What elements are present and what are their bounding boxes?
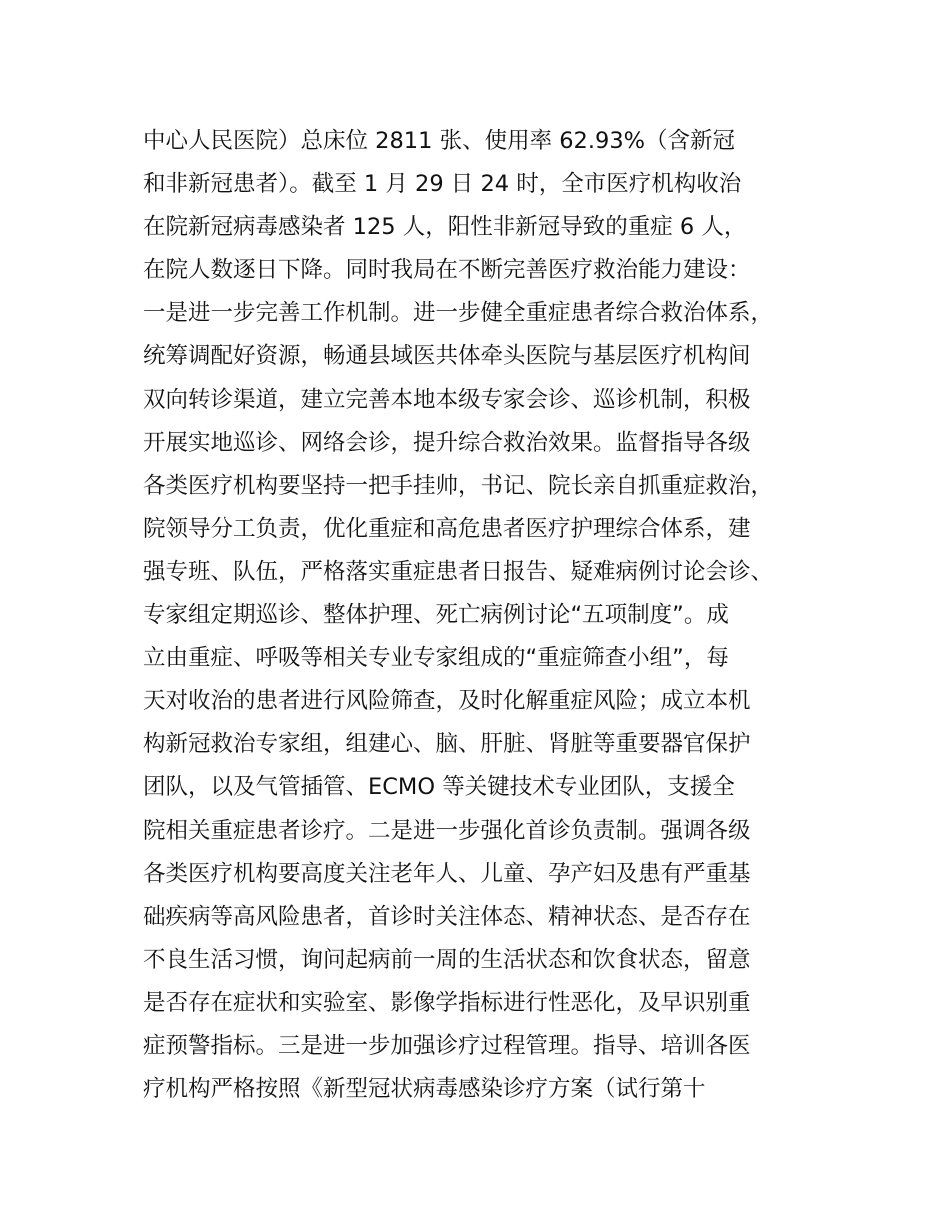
text-line: 团队，以及气管插管、ECMO 等关键技术专业团队，支援全 <box>143 774 735 801</box>
text-line: 院相关重症患者诊疗。二是进一步强化首诊负责制。强调各级 <box>143 817 751 844</box>
text-line: 开展实地巡诊、网络会诊，提升综合救治效果。监督指导各级 <box>143 429 751 456</box>
text-line: 是否存在症状和实验室、影像学指标进行性恶化，及早识别重 <box>143 989 751 1016</box>
text-line: 各类医疗机构要坚持一把手挂帅，书记、院长亲自抓重症救治， <box>143 472 774 499</box>
text-line: 院领导分工负责，优化重症和高危患者医疗护理综合体系，建 <box>143 515 751 542</box>
text-line: 天对收治的患者进行风险筛查，及时化解重症风险；成立本机 <box>143 688 751 715</box>
text-line: 础疾病等高风险患者，首诊时关注体态、精神状态、是否存在 <box>143 903 751 930</box>
text-line: 不良生活习惯，询问起病前一周的生活状态和饮食状态，留意 <box>143 946 751 973</box>
text-line: 在院新冠病毒感染者 125 人，阳性非新冠导致的重症 6 人， <box>143 214 747 241</box>
text-line: 双向转诊渠道，建立完善本地本级专家会诊、巡诊机制，积极 <box>143 386 751 413</box>
text-line: 统筹调配好资源，畅通县域医共体牵头医院与基层医疗机构间 <box>143 343 751 370</box>
body-text <box>143 120 863 1111</box>
text-line: 专家组定期巡诊、整体护理、死亡病例讨论“五项制度”。成 <box>143 602 729 629</box>
text-line: 强专班、队伍，严格落实重症患者日报告、疑难病例讨论会诊、 <box>143 558 774 585</box>
text-line: 症预警指标。三是进一步加强诊疗过程管理。指导、培训各医 <box>143 1032 751 1059</box>
text-line: 在院人数逐日下降。同时我局在不断完善医疗救治能力建设： <box>143 257 751 284</box>
text-line: 疗机构严格按照《新型冠状病毒感染诊疗方案（试行第十 <box>143 1076 706 1103</box>
text-line: 和非新冠患者）。截至 1 月 29 日 24 时，全市医疗机构收治 <box>143 171 742 198</box>
text-line: 立由重症、呼吸等相关专业专家组成的“重症筛查小组”，每 <box>143 645 729 672</box>
text-line: 构新冠救治专家组，组建心、脑、肝脏、肾脏等重要器官保护 <box>143 731 751 758</box>
text-line: 各类医疗机构要高度关注老年人、儿童、孕产妇及患有严重基 <box>143 860 751 887</box>
text-line: 中心人民医院）总床位 2811 张、使用率 62.93%（含新冠 <box>143 128 736 154</box>
text-line: 一是进一步完善工作机制。进一步健全重症患者综合救治体系， <box>143 300 774 327</box>
